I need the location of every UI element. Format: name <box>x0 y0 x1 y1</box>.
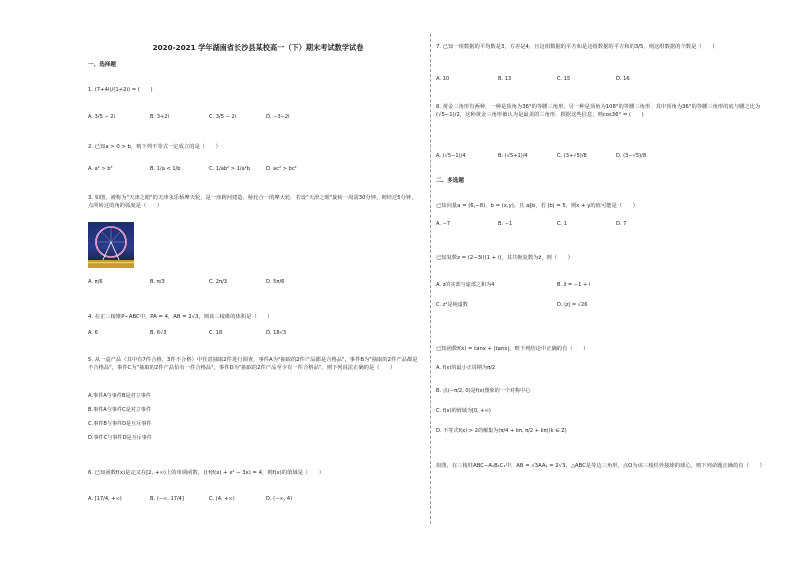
question-11-choice-c: C. f(x)的值域为[0, +∞) <box>436 408 491 414</box>
option-d: D. 7 <box>616 221 627 227</box>
option-a: A. (√5−1)/4 <box>436 153 466 159</box>
question-2: 2. 已知a > 0 > b，则下列不等式一定成立的是（ ） <box>88 144 221 150</box>
option-c: C. 3/5 − 2i <box>209 114 237 120</box>
question-7: 7. 已知一组数据的平均数是3，方差是4，且这组数据的平方和是这组数据的平方和的3/5，则这组数据的个数是（ ） <box>436 44 718 50</box>
question-12: 如图，在三棱柱ABC−A₁B₁C₁中，AB = √3AA₁ = 2√3，△ABC是等边三角形，点O为该三棱柱外接球的球心，则下列命题正确的有（ ） <box>436 463 765 469</box>
question-10-choice-a: A. z的实部与虚部之和为4 <box>436 282 495 288</box>
question-5-choice-c: C.事件B与事件D是互斥事件 <box>88 421 152 427</box>
question-10: 已知复数z = (2−3i)(1 + i)，其共轭复数为z̄，则（ ） <box>436 255 573 261</box>
question-3: 3. 如图，被称为"天津之眼"的天津永乐桥摩天轮，是一座跨河建造、桥轮合一的摩天轮．若设"天津之眼"旋转一周需30分钟，则经过5分钟，点所转过的角的弧度是（ ） <box>88 195 417 210</box>
option-c: C. 2π/3 <box>209 279 228 285</box>
option-a: A. a² > b² <box>88 166 113 172</box>
question-10-choice-c: C. z²是纯虚数 <box>436 302 468 308</box>
question-11: 已知函数f(x) = tanx + |tanx|，则下列结论中正确的有（ ） <box>436 346 589 352</box>
option-a: A. −7 <box>436 221 451 227</box>
option-b: B. 3+2i <box>150 114 169 120</box>
option-b: B. −1 <box>498 221 513 227</box>
option-c: C. 18 <box>209 330 223 336</box>
question-5-choice-b: B.事件A与事件C是对立事件 <box>88 407 152 413</box>
option-a: A. π/6 <box>88 279 103 285</box>
option-d: D. −3−2i <box>266 114 290 120</box>
question-8: 8. 黄金三角形有两种，一种是顶角为36°的等腰三角形，另一种是顶角为108°的等腰三角形．其中顶角为36°的等腰三角形的底与腰之比为(√5−1)/2，这种黄金三角形被认为是最美的三角形．根据这些信息，则cos36° = ( ) <box>436 104 761 119</box>
option-a: A. 3/5 − 2i <box>88 114 115 120</box>
option-a: A. [17/4, +∞) <box>88 496 122 502</box>
option-c: C. 1 <box>557 221 568 227</box>
option-b: B. π/3 <box>150 279 165 285</box>
option-c: C. (3+√5)/8 <box>557 153 587 159</box>
question-9: 已知向量a = (6,−8)，b = (x,y)，且 a∥b，若 |b| = 5，则x + y的值可能是（ ） <box>436 203 639 209</box>
question-6: 6. 已知函数f(x)是定义在[2, +∞)上的单调函数，且f(f(x) + x² − 3x) = 4，则f(x)的值域是（ ） <box>88 470 325 476</box>
section-single-choice: 一、选择题 <box>88 62 116 68</box>
option-d: D. 18√3 <box>266 330 287 336</box>
question-5-choice-d: D.事件C与事件D是互斥事件 <box>88 435 152 441</box>
option-b: B. 6√3 <box>150 330 167 336</box>
right-column <box>436 0 786 562</box>
option-b: B. (−∞, 17/4] <box>150 496 184 502</box>
question-10-choice-d: D. |z| = √26 <box>557 302 588 308</box>
ferris-wheel-icon <box>88 222 134 268</box>
option-b: B. (√5+1)/4 <box>498 153 528 159</box>
column-divider <box>430 34 431 524</box>
option-d: D. (3−√5)/8 <box>616 153 647 159</box>
section-multiple-choice: 二、多选题 <box>436 178 464 184</box>
page-title: 2020-2021 学年湖南省长沙县某校高一（下）期末考试数学试卷 <box>152 43 364 52</box>
option-d: D. 16 <box>616 76 630 82</box>
left-column <box>88 0 428 562</box>
option-a: A. 10 <box>436 76 450 82</box>
question-11-choice-a: A. f(x)的最小正周期为π/2 <box>436 365 496 371</box>
question-11-choice-d: D. 不等式f(x) > 2的解集为(π/4 + kπ, π/2 + kπ)(k ∈ Z) <box>436 428 567 434</box>
question-1: 1. (7+4i)/(1+2i) = ( ) <box>88 87 153 93</box>
ferris-wheel-image <box>88 222 134 268</box>
question-11-choice-b: B. 点(−π/2, 0)是f(x)图象的一个对称中心 <box>436 388 531 394</box>
option-b: B. 1/a < 1/b <box>150 166 181 172</box>
option-c: C. 15 <box>557 76 571 82</box>
question-5: 5. 从一盒产品（其中有7件合格，3件不合格）中任意抽取2件进行调查，事件A为"抽取的2件产品都是合格品"，事件B为"抽取的2件产品都是不合格品"，事件C为"抽取的2件产品恰有一件合格品"，事件D为"抽取的2件产品至少有一件合格品"，则下列说法正确的是（ ） <box>88 357 418 372</box>
option-d: D. (−∞, 4) <box>266 496 293 502</box>
question-4: 4. 在正三棱锥P−ABC中，PA = 4，AB = 2√3，则该三棱锥的体积是（ ） <box>88 314 273 320</box>
option-c: C. (4, +∞) <box>209 496 235 502</box>
question-5-choice-a: A.事件A与事件B是对立事件 <box>88 393 151 399</box>
option-d: D. 5π/6 <box>266 279 285 285</box>
question-10-choice-b: B. z̄ = −1 + i <box>557 282 591 288</box>
option-d: D. ac² > bc² <box>266 166 297 172</box>
option-c: C. 1/ab² > 1/a²b <box>209 166 251 172</box>
option-b: B. 13 <box>498 76 512 82</box>
option-a: A. 6 <box>88 330 98 336</box>
